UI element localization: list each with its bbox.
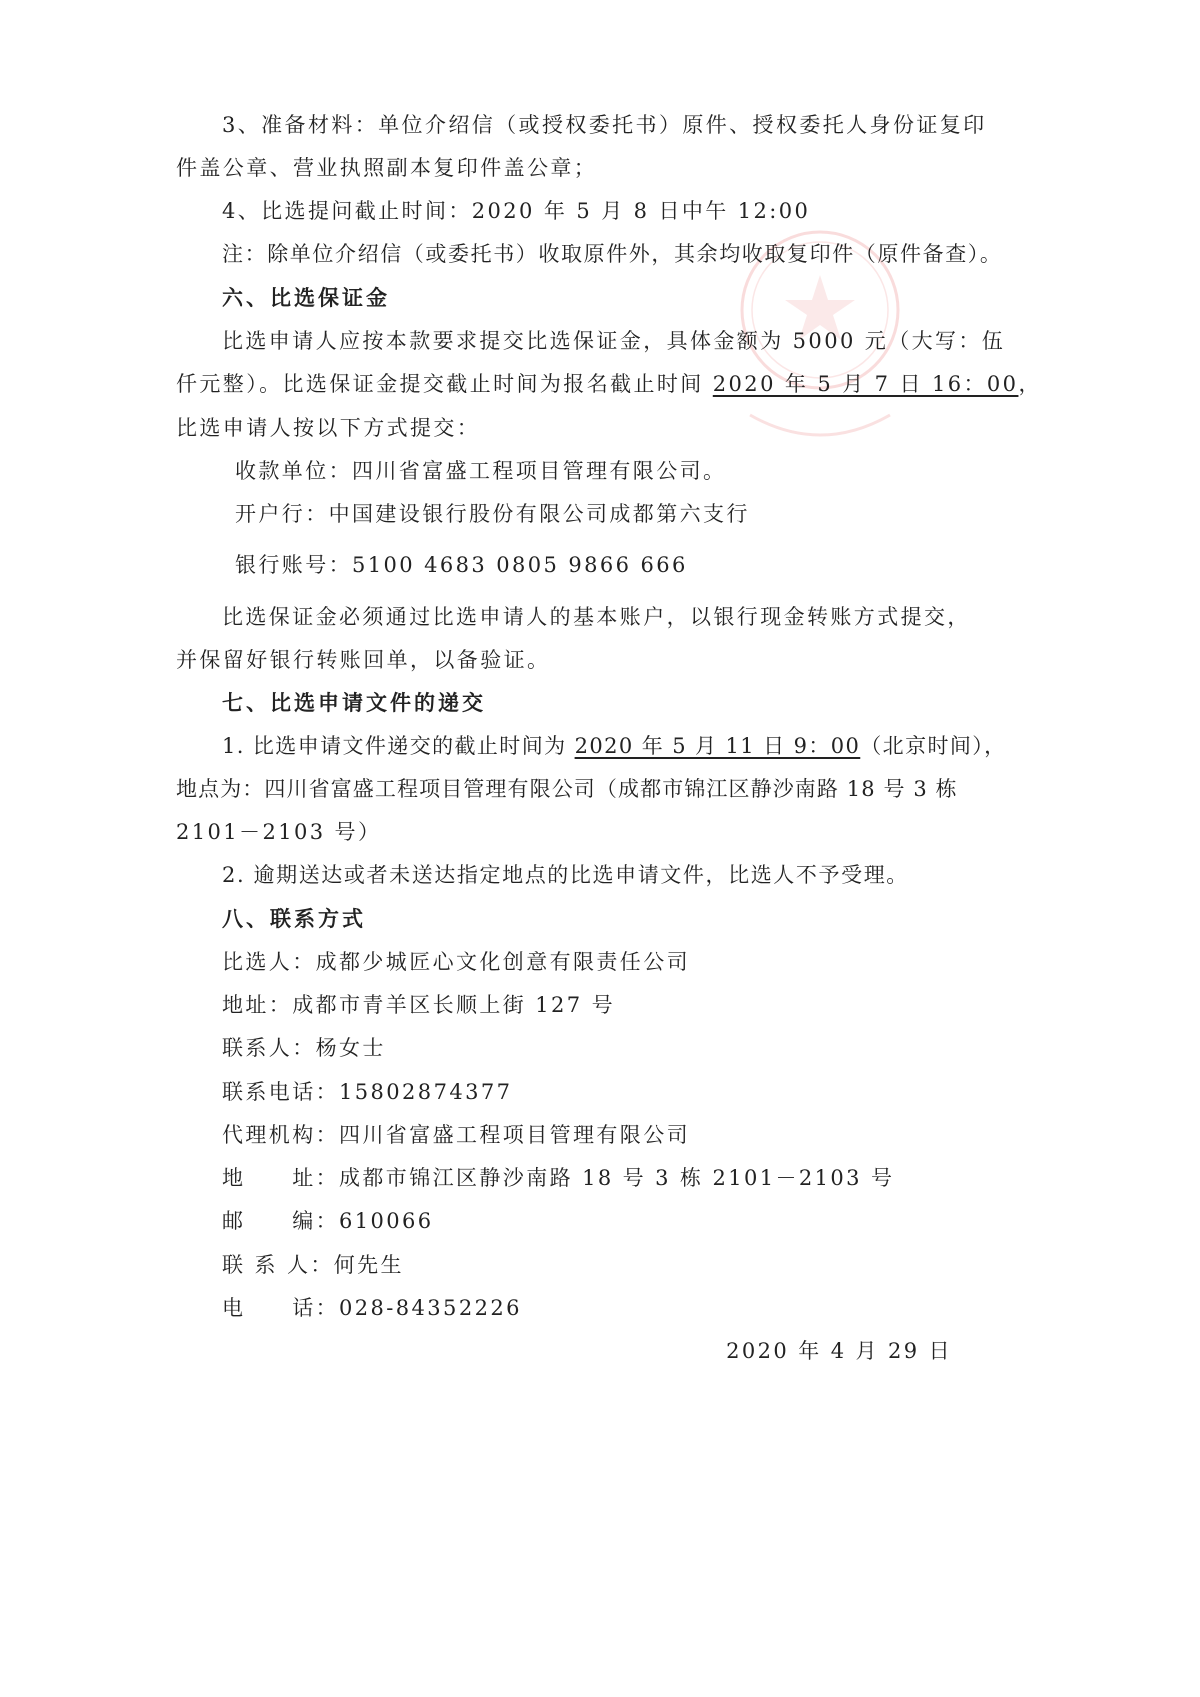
- deposit-deadline: 2020 年 5 月 7 日 16：00: [712, 372, 1019, 396]
- bank-account: 银行账号：5100 4683 0805 9866 666: [235, 553, 688, 577]
- question-deadline: 4、比选提问截止时间：2020 年 5 月 8 日中午 12:00: [222, 199, 811, 223]
- deposit-para-3: 比选申请人按以下方式提交：: [176, 416, 481, 440]
- section-7-heading: 七、比选申请文件的递交: [222, 691, 486, 715]
- selector-contact: 联系人：杨女士: [222, 1036, 386, 1060]
- submission-item-1: [222, 731, 1007, 761]
- submission-beijing-time: （北京时间），: [860, 734, 1007, 758]
- document-date: 2020 年 4 月 29 日: [726, 1339, 952, 1363]
- agency: 代理机构：四川省富盛工程项目管理有限公司: [222, 1123, 690, 1147]
- agency-contact: 联 系 人：何先生: [222, 1253, 404, 1277]
- submission-item-2: 2. 逾期送达或者未送达指定地点的比选申请文件，比选人不予受理。: [222, 863, 909, 887]
- deposit-text: 仟元整）。比选保证金提交截止时间为报名截止时间: [176, 372, 713, 396]
- agency-phone: 电 话：028-84352226: [222, 1296, 522, 1320]
- materials-line-2: 件盖公章、营业执照副本复印件盖公章；: [176, 156, 598, 180]
- deposit-para-1: 比选申请人应按本款要求提交比选保证金，具体金额为 5000 元（大写：伍: [222, 329, 1006, 353]
- deposit-para-5: 并保留好银行转账回单，以备验证。: [176, 648, 551, 672]
- payee: 收款单位：四川省富盛工程项目管理有限公司。: [235, 459, 727, 483]
- submission-item-1-line-3: 2101－2103 号）: [176, 820, 382, 844]
- selector-phone: 联系电话：15802874377: [222, 1080, 513, 1104]
- section-8-heading: 八、联系方式: [222, 907, 366, 931]
- section-6-heading: 六、比选保证金: [222, 286, 390, 310]
- deposit-punct: ，: [1018, 372, 1042, 396]
- deposit-para-2: [176, 369, 1042, 399]
- submission-deadline: 2020 年 5 月 11 日 9：00: [574, 734, 861, 758]
- agency-postcode: 邮 编：610066: [222, 1209, 434, 1233]
- materials-line-1: 3、准备材料：单位介绍信（或授权委托书）原件、授权委托人身份证复印: [222, 113, 987, 137]
- agency-address: 地 址：成都市锦江区静沙南路 18 号 3 栋 2101－2103 号: [222, 1166, 895, 1190]
- selector-address: 地址：成都市青羊区长顺上街 127 号: [222, 993, 616, 1017]
- selector: 比选人：成都少城匠心文化创意有限责任公司: [222, 950, 690, 974]
- submission-text: 1. 比选申请文件递交的截止时间为: [222, 734, 575, 758]
- bank: 开户行：中国建设银行股份有限公司成都第六支行: [235, 502, 750, 526]
- deposit-para-4: 比选保证金必须通过比选申请人的基本账户，以银行现金转账方式提交，: [222, 605, 971, 629]
- submission-item-1-line-2: 地点为：四川省富盛工程项目管理有限公司（成都市锦江区静沙南路 18 号 3 栋: [176, 777, 958, 801]
- note: 注：除单位介绍信（或委托书）收取原件外，其余均收取复印件（原件备查）。: [222, 242, 1003, 266]
